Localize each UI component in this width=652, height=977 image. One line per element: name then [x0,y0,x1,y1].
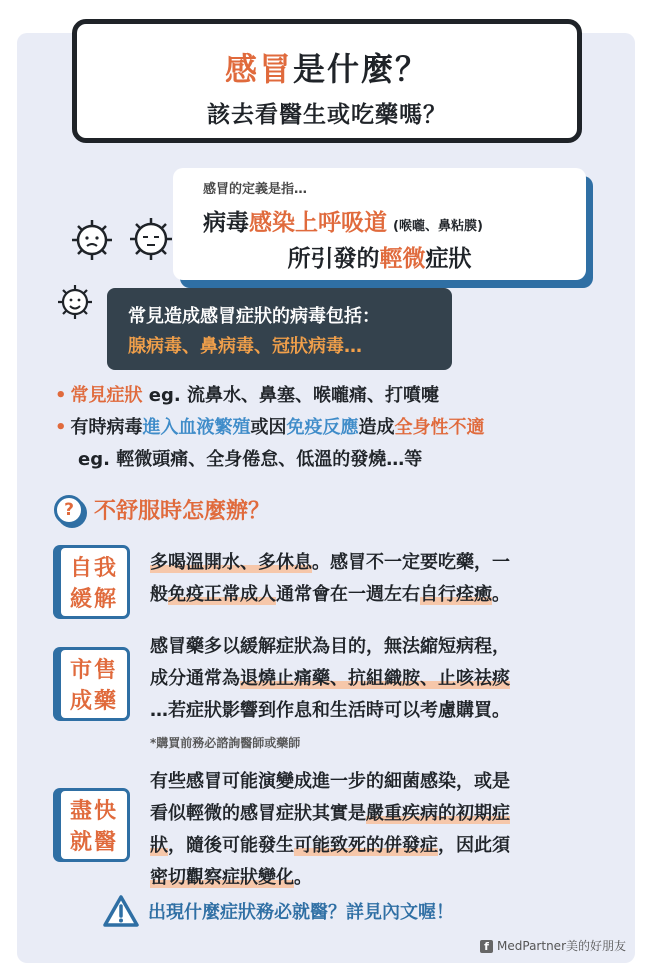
self-relief-text: 多喝溫開水、多休息。感冒不一定要吃藥，一 般免疫正常成人通常會在一週左右自行痊癒。 [150,552,510,605]
definition-line-1: 病毒感染上呼吸道 (喉嚨、鼻粘膜) [203,210,483,236]
germ-icon [56,283,94,321]
virus-list: 腺病毒、鼻病毒、冠狀病毒… [128,336,362,357]
definition-card [173,168,586,280]
warning-line: 出現什麼症狀務必就醫？詳見內文喔！ [102,894,454,928]
page-subtitle: 該去看醫生或吃藥嗎？ [207,102,447,128]
page-title: 感冒是什麼？ [224,50,430,88]
otc-medicine-text: 感冒藥多以緩解症狀為目的，無法縮短病程， 成分通常為退燒止痛藥、抗組織胺、止咳祛痰 …若症狀影響到作息和生活時可以考慮購買。 [150,636,510,721]
badge-see-doctor: 盡快 就醫 [58,788,130,862]
title-card [72,19,582,143]
purchase-note: *購買前務必諮詢醫師或藥師 [150,736,301,750]
badge-self-relief: 自我 緩解 [58,545,130,619]
virus-intro: 常見造成感冒症狀的病毒包括： [128,306,380,327]
warning-icon [102,894,140,928]
germ-icon [128,216,174,262]
question-icon: ? [54,495,84,525]
question-heading: ? 不舒服時怎麼辦？ [54,494,270,528]
definition-line-2: 所引發的輕微症狀 [287,246,472,272]
bullet-systemic-examples: eg. 輕微頭痛、全身倦怠、低溫的發燒…等 [78,449,423,470]
badge-otc-medicine: 市售 成藥 [58,647,130,721]
germ-icon [70,218,114,262]
bullet-common-symptoms: • 常見症狀 eg. 流鼻水、鼻塞、喉嚨痛、打噴嚏 [55,385,439,406]
virus-list-card [107,288,452,370]
footer-brand: f MedPartner美的好朋友 [480,937,626,954]
see-doctor-text: 有些感冒可能演變成進一步的細菌感染，或是 看似輕微的感冒症狀其實是嚴重疾病的初期症 狀，隨後可能發生可能致死的併發症，因此須 密切觀察症狀變化。 [150,771,510,888]
definition-lead: 感冒的定義是指… [203,182,308,197]
bullet-systemic: • 有時病毒進入血液繁殖或因免疫反應造成全身性不適 [55,417,485,438]
facebook-icon: f [480,940,493,953]
